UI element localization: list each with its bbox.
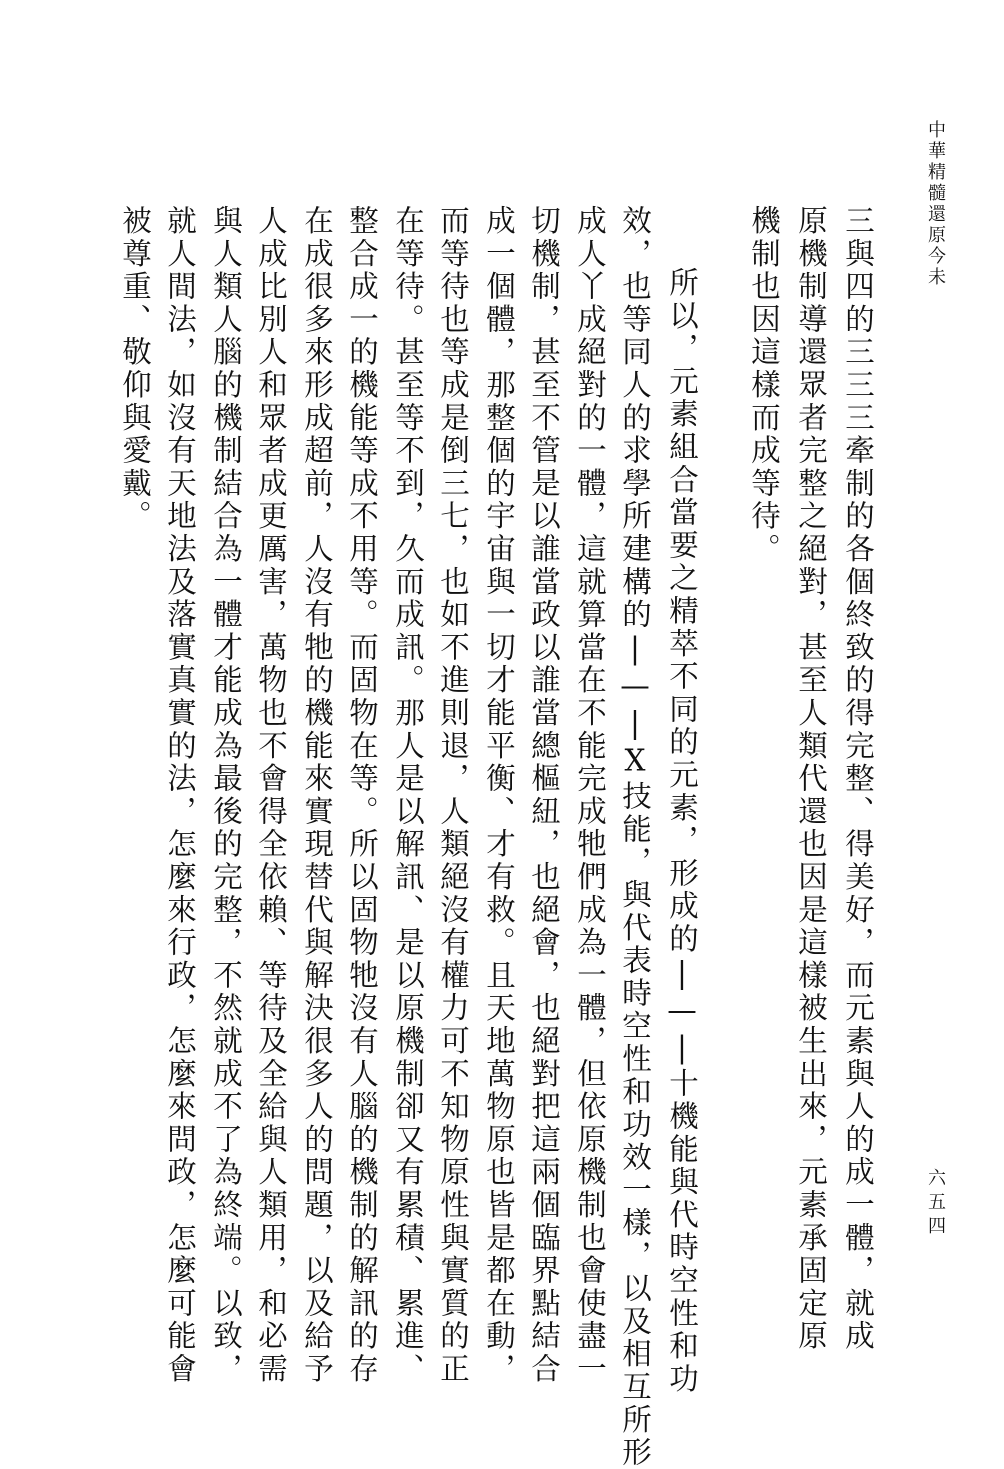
- running-header: 中華精髓還原今未: [925, 120, 946, 288]
- page-number: 六五四: [925, 1168, 946, 1240]
- text-column: 切機制，甚至不管是以誰當政以誰當總樞紐，也絕會，也絕對把這兩個臨界點結合: [527, 205, 561, 1386]
- text-column: 成一個體，那整個的宇宙與一切才能平衡、才有救。且天地萬物原也皆是都在動，: [482, 205, 516, 1386]
- text-column: 所以，元素組合當要之精萃不同的元素，形成的|—|十機能與代時空性和功: [665, 267, 699, 1396]
- text-column: 人成比別人和眾者成更厲害，萬物也不會得全依賴、等待及全給與人類用，和必需: [254, 205, 288, 1386]
- text-column: 效，也等同人的求學所建構的|—|X技能，與代表時空性和功效一樣，以及相互所形: [618, 205, 652, 1469]
- text-column: 機制也因這樣而成等待。: [747, 205, 781, 566]
- text-column: 三與四的三三三牽制的各個終致的得完整、得美好，而元素與人的成一體，就成: [841, 205, 875, 1353]
- text-column: 而等待也等成是倒三七，也如不進則退，人類絕沒有權力可不知物原性與實質的正: [436, 205, 470, 1386]
- text-column: 整合成一的機能等成不用等。而固物在等。所以固物牠沒有人腦的機制的解訊的存: [345, 205, 379, 1386]
- text-column: 就人間法，如沒有天地法及落實真實的法，怎麼來行政，怎麼來問政，怎麼可能會: [163, 205, 197, 1386]
- text-column: 被尊重、敬仰與愛戴。: [118, 205, 152, 533]
- text-column: 在等待。甚至等不到，久而成訊。那人是以解訊、是以原機制卻又有累積、累進、: [391, 205, 425, 1386]
- text-column: 成人丫成絕對的一體，這就算當在不能完成牠們成為一體，但依原機制也會使盡一: [573, 205, 607, 1386]
- text-column: 原機制導還眾者完整之絕對，甚至人類代還也因是這樣被生出來，元素承固定原: [794, 205, 828, 1353]
- text-column: 在成很多來形成超前，人沒有牠的機能來實現替代與解決很多人的問題，以及給予: [300, 205, 334, 1386]
- text-column: 與人類人腦的機制結合為一體才能成為最後的完整，不然就成不了為終端。以致，: [209, 205, 243, 1386]
